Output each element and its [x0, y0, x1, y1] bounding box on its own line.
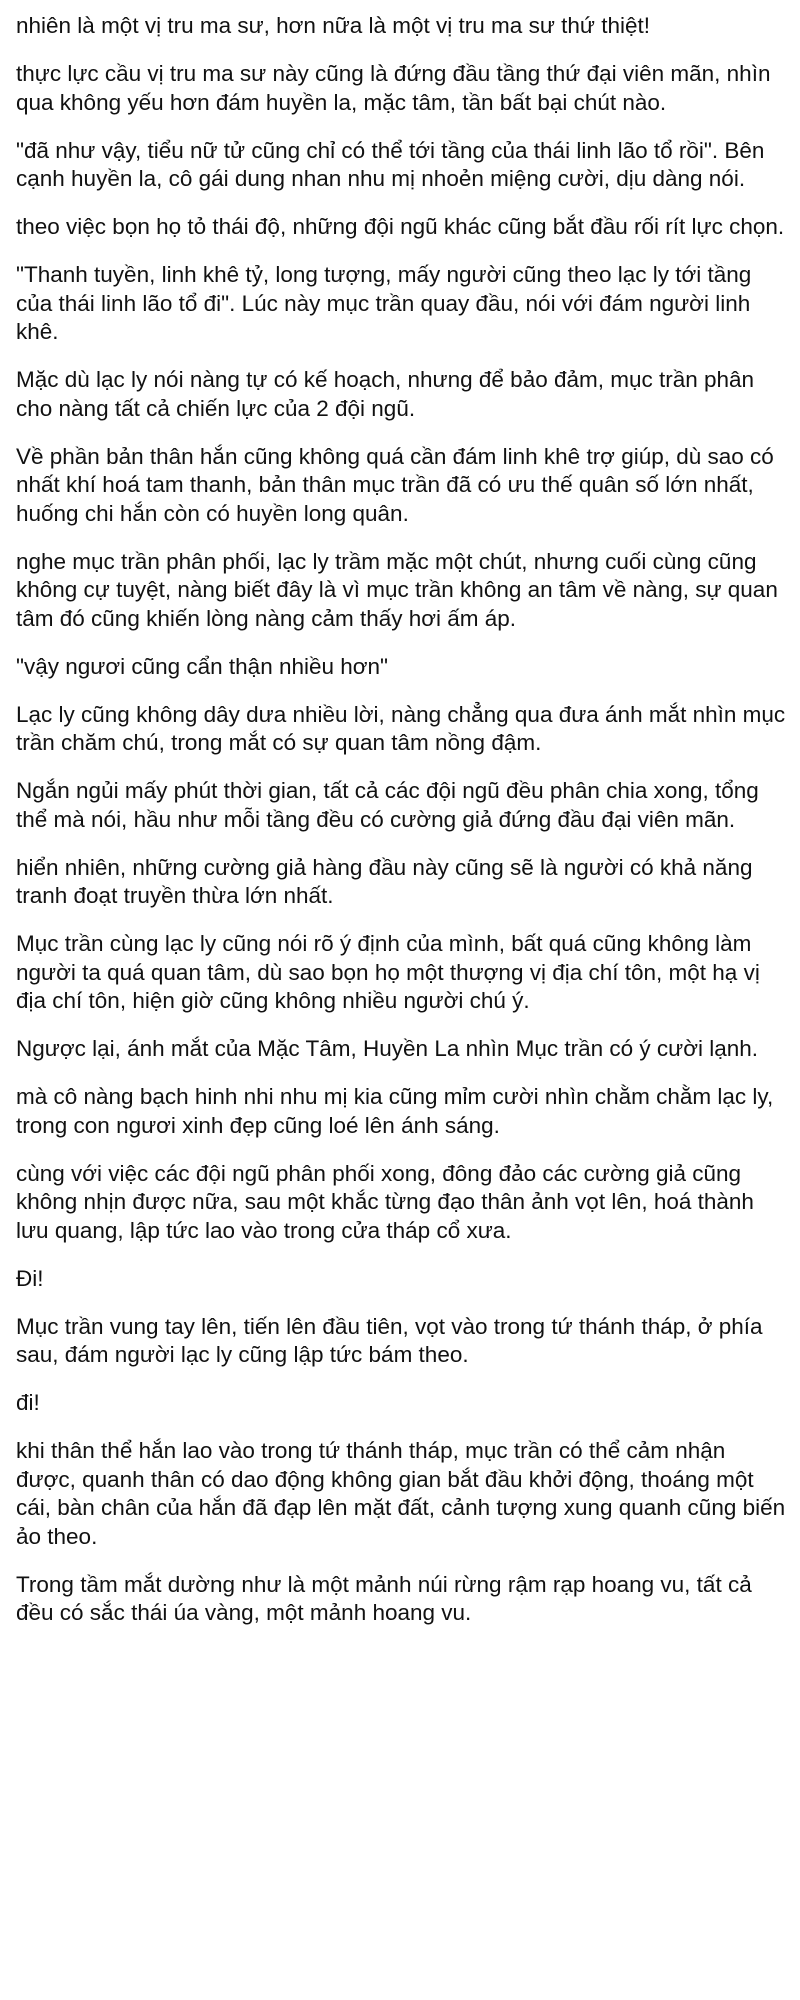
paragraph-17: Đi!	[16, 1265, 44, 1291]
paragraph-9: "vậy ngươi cũng cẩn thận nhiều hơn"	[16, 653, 389, 679]
paragraph-1: nhiên là một vị tru ma sư, hơn nữa là một vị tru ma sư thứ thiệt!	[16, 13, 650, 38]
paragraph-3: "đã như vậy, tiểu nữ tử cũng chỉ có thể tới tầng của thái linh lão tổ rồi". Bên cạnh huyền la, cô gái dung nhan nhu mị nhoẻn miệng cười, dịu dàng nói.	[16, 137, 765, 191]
paragraph-8: nghe mục trần phân phối, lạc ly trầm mặc một chút, nhưng cuối cùng cũng không cự tuyệt, nàng biết đây là vì mục trần không an tâm về nàng, sự quan tâm đó cũng khiến lòng nàng cảm thấy hơi ấm áp.	[16, 548, 778, 631]
paragraph-12: hiển nhiên, những cường giả hàng đầu này cũng sẽ là người có khả năng tranh đoạt truyền thừa lớn nhất.	[16, 854, 753, 908]
paragraph-18: Mục trần vung tay lên, tiến lên đầu tiên, vọt vào trong tứ thánh tháp, ở phía sau, đám người lạc ly cũng lập tức bám theo.	[16, 1313, 763, 1367]
paragraph-20: khi thân thể hắn lao vào trong tứ thánh tháp, mục trần có thể cảm nhận được, quanh thân có dao động không gian bắt đầu khởi động, thoáng một cái, bàn chân của hắn đã đạp lên mặt đất, cảnh tượng xung quanh cũng biến ảo theo.	[16, 1438, 786, 1549]
paragraph-5: "Thanh tuyền, linh khê tỷ, long tượng, mấy người cũng theo lạc ly tới tầng của thái linh lão tổ đi". Lúc này mục trần quay đầu, nói với đám người linh khê.	[16, 262, 752, 344]
paragraph-10: Lạc ly cũng không dây dưa nhiều lời, nàng chẳng qua đưa ánh mắt nhìn mục trần chăm chú, trong mắt có sự quan tâm nồng đậm.	[16, 701, 786, 755]
paragraph-19: đi!	[16, 1390, 40, 1415]
paragraph-4: theo việc bọn họ tỏ thái độ, những đội ngũ khác cũng bắt đầu rối rít lực chọn.	[16, 214, 785, 239]
paragraph-21: Trong tầm mắt dường như là một mảnh núi rừng rậm rạp hoang vu, tất cả đều có sắc thái úa vàng, một mảnh hoang vu.	[16, 1571, 752, 1625]
paragraph-6: Mặc dù lạc ly nói nàng tự có kế hoạch, nhưng để bảo đảm, mục trần phân cho nàng tất cả chiến lực của 2 đội ngũ.	[16, 367, 755, 421]
paragraph-7: Về phần bản thân hắn cũng không quá cần đám linh khê trợ giúp, dù sao có nhất khí hoá tam thanh, bản thân mục trần đã có ưu thế quân số lớn nhất, huống chi hắn còn có huyền long quân.	[16, 443, 774, 526]
paragraph-16: cùng với việc các đội ngũ phân phối xong, đông đảo các cường giả cũng không nhịn được nữa, sau một khắc từng đạo thân ảnh vọt lên, hoá thành lưu quang, lập tức lao vào trong cửa tháp cổ xưa.	[16, 1160, 754, 1243]
paragraph-2: thực lực cầu vị tru ma sư này cũng là đứng đầu tầng thứ đại viên mãn, nhìn qua không yếu hơn đám huyền la, mặc tâm, tần bất bại chút nào.	[16, 61, 771, 115]
paragraph-13: Mục trần cùng lạc ly cũng nói rõ ý định của mình, bất quá cũng không làm người ta quá quan tâm, dù sao bọn họ một thượng vị địa chí tôn, một hạ vị địa chí tôn, hiện giờ cũng không nhiều người chú ý.	[16, 931, 760, 1013]
paragraph-11: Ngắn ngủi mấy phút thời gian, tất cả các đội ngũ đều phân chia xong, tổng thể mà nói, hầu như mỗi tầng đều có cường giả đứng đầu đại viên mãn.	[16, 778, 759, 832]
paragraph-15: mà cô nàng bạch hinh nhi nhu mị kia cũng mỉm cười nhìn chằm chằm lạc ly, trong con ngươi xinh đẹp cũng loé lên ánh sáng.	[16, 1084, 774, 1138]
paragraph-14: Ngược lại, ánh mắt của Mặc Tâm, Huyền La nhìn Mục trần có ý cười lạnh.	[16, 1036, 759, 1061]
